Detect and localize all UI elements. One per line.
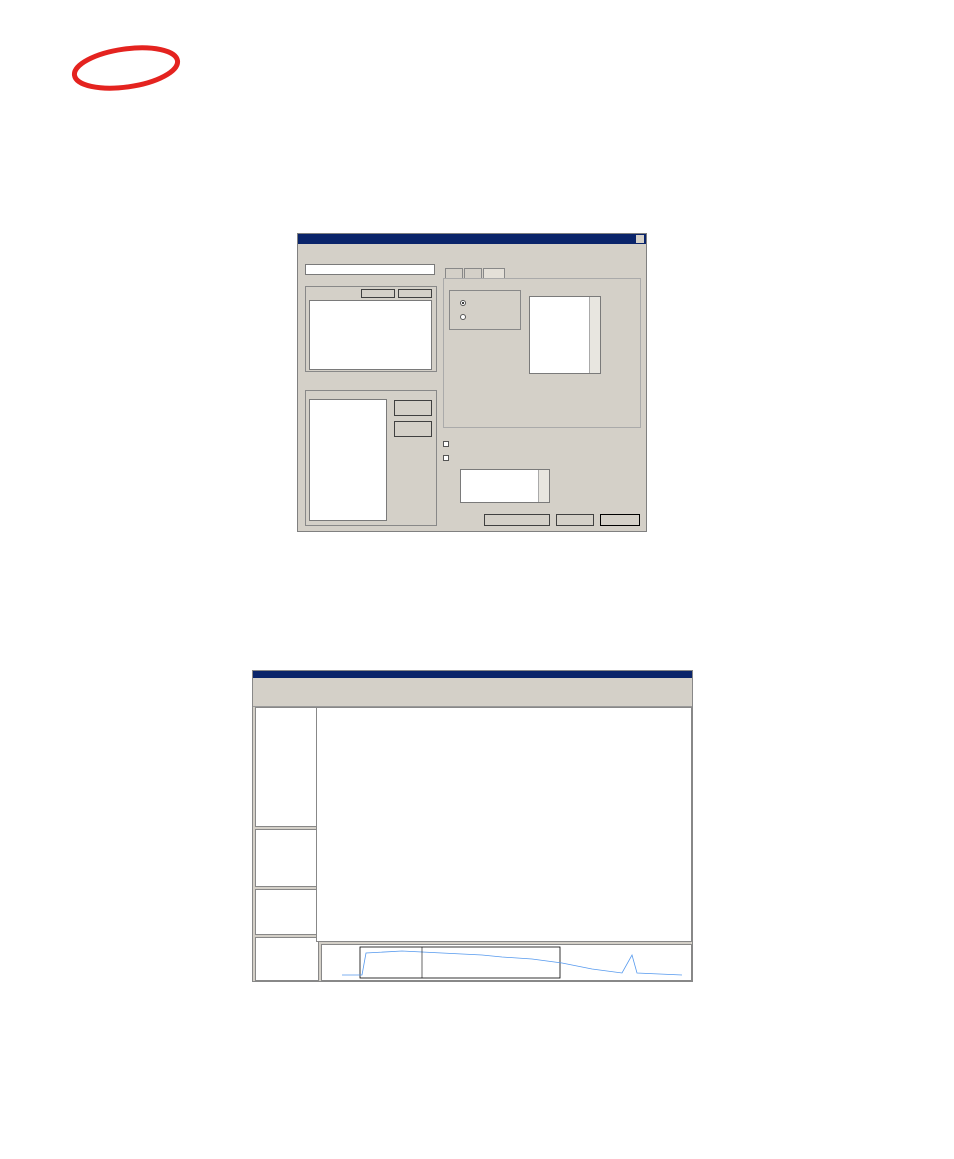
analysis-app-screenshot xyxy=(252,670,693,982)
info-panel xyxy=(255,829,319,887)
channels-list[interactable] xyxy=(309,399,387,521)
colors-group xyxy=(305,286,437,372)
histo-tab-panel xyxy=(443,278,641,428)
histogram-svg xyxy=(317,708,691,941)
aim-logo xyxy=(66,40,186,110)
use-3d-channel-checkbox[interactable] xyxy=(443,455,449,461)
time-radio[interactable] xyxy=(460,300,466,306)
beans-list[interactable] xyxy=(529,296,601,374)
overview-svg xyxy=(322,945,691,980)
app-toolbar xyxy=(253,678,692,707)
plot-settings-dialog xyxy=(297,233,647,532)
shown-channels-group xyxy=(305,390,437,526)
def-white-button[interactable] xyxy=(361,289,395,298)
beans-scrollbar[interactable] xyxy=(589,297,600,373)
move-down-button[interactable] xyxy=(394,421,432,437)
apply-button[interactable] xyxy=(484,514,550,526)
profile-input[interactable] xyxy=(305,264,435,275)
legend-panel xyxy=(255,937,319,981)
per-run-color-checkbox[interactable] xyxy=(443,441,449,447)
tab-histo[interactable] xyxy=(483,268,505,278)
histogram-type-group xyxy=(449,290,521,330)
overview-strip[interactable] xyxy=(321,944,692,981)
close-icon[interactable] xyxy=(636,235,644,243)
histogram-plot[interactable] xyxy=(316,707,692,942)
colors-table xyxy=(309,300,432,370)
percentage-radio[interactable] xyxy=(460,314,466,320)
3d-scrollbar[interactable] xyxy=(538,470,549,502)
move-up-button[interactable] xyxy=(394,400,432,416)
tab-time[interactable] xyxy=(445,268,463,278)
tab-xy[interactable] xyxy=(464,268,482,278)
app-title xyxy=(253,671,692,678)
3d-channel-list[interactable] xyxy=(460,469,550,503)
ok-button[interactable] xyxy=(600,514,640,526)
channels-panel xyxy=(255,707,319,827)
def-black-button[interactable] xyxy=(398,289,432,298)
dialog-title xyxy=(298,234,646,244)
cancel-button[interactable] xyxy=(556,514,594,526)
gauge-panel xyxy=(255,889,319,935)
